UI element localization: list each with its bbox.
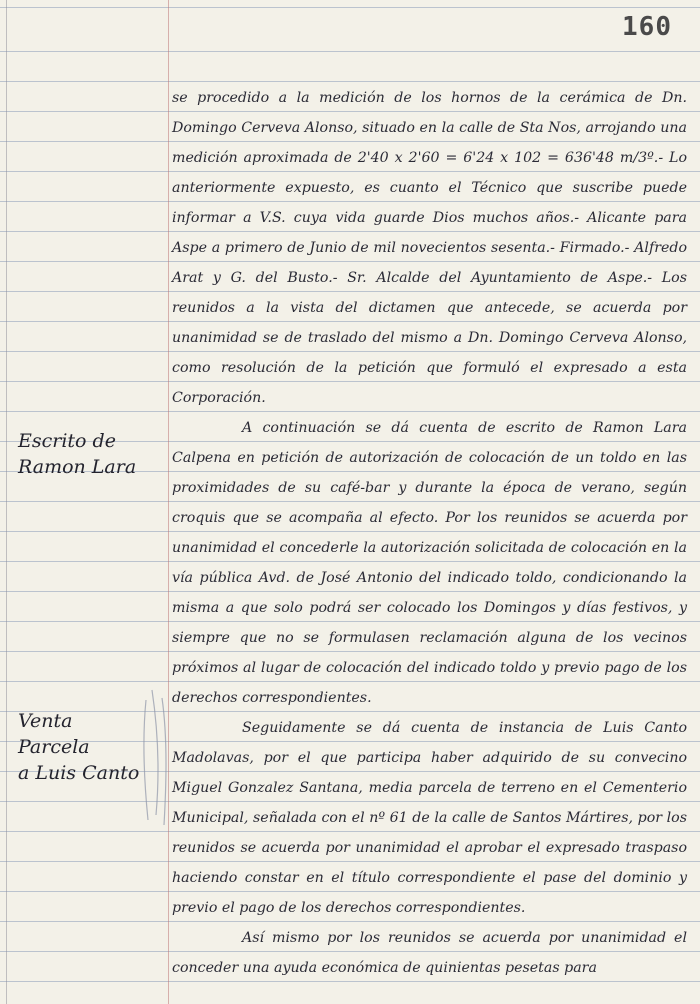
paragraph-ayuda-economica: Así mismo por los reunidos se acuerda por unanimidad el conceder una ayuda económica de quinientas pesetas para [172,930,687,976]
minutes-body [172,83,687,983]
margin-note-line: Venta [18,710,73,732]
paragraph-luis-canto-parcela: Seguidamente se dá cuenta de instancia de Luis Canto Madolavas, por el que participa haber adquirido de su convecino Miguel Gonzalez Santana, media parcela de terreno en el Cementerio Municipal, señalada con el nº 61 de la calle de Santos Mártires, por los reunidos se acuerda por unanimidad el aprobar el expresado traspaso haciendo constar en el título correspondiente el pase del dominio y previo el pago de los derechos correspondientes. [172,720,687,916]
paragraph-hornos-medicion: se procedido a la medición de los hornos de la cerámica de Dn. Domingo Cerveva Alonso, situado en la calle de Sta Nos, arrojando una medición aproximada de 2'40 x 2'60 = 6'24 x 102 = 636'48 m/3º.- Lo anteriormente expuesto, es cuanto el Técnico que suscribe puede informar a V.S. cuya vida guarde Dios muchos años.- Alicante para Aspe a primero de Junio de mil novecientos sesenta.- Firmado.- Alfredo Arat y G. del Busto.- Sr. Alcalde del Ayuntamiento de Aspe.- Los reunidos a la vista del dictamen que antecede, se acuerda por unanimidad se de traslado del mismo a Dn. Domingo Cerveva Alonso, como resolución de la petición que formuló el expresado a esta Corporación. [172,90,687,406]
margin-note-ramon-lara [18,428,163,480]
margin-note-line: Escrito de [18,430,116,452]
margin-note-line: Parcela [18,736,90,758]
margin-note-line: a Luis Canto [18,762,140,784]
page-left-edge [6,0,7,1004]
paragraph-ramon-lara-toldo: A continuación se dá cuenta de escrito de Ramon Lara Calpena en petición de autorización de colocación de un toldo en las proximidades de su café-bar y durante la época de verano, según croquis que se acompaña al efecto. Por los reunidos se acuerda por unanimidad el concederle la autorización solicitada de colocación en la vía pública Avd. de José Antonio del indicado toldo, condicionando la misma a que solo podrá ser colocado los Domingos y días festivos, y siempre que no se formulasen reclamación alguna de los vecinos próximos al lugar de colocación del indicado toldo y previo pago de los derechos correspondientes. [172,420,687,706]
margin-note-line: Ramon Lara [18,456,137,478]
page-number: 160 [622,12,672,42]
margin-rule [168,0,169,1004]
